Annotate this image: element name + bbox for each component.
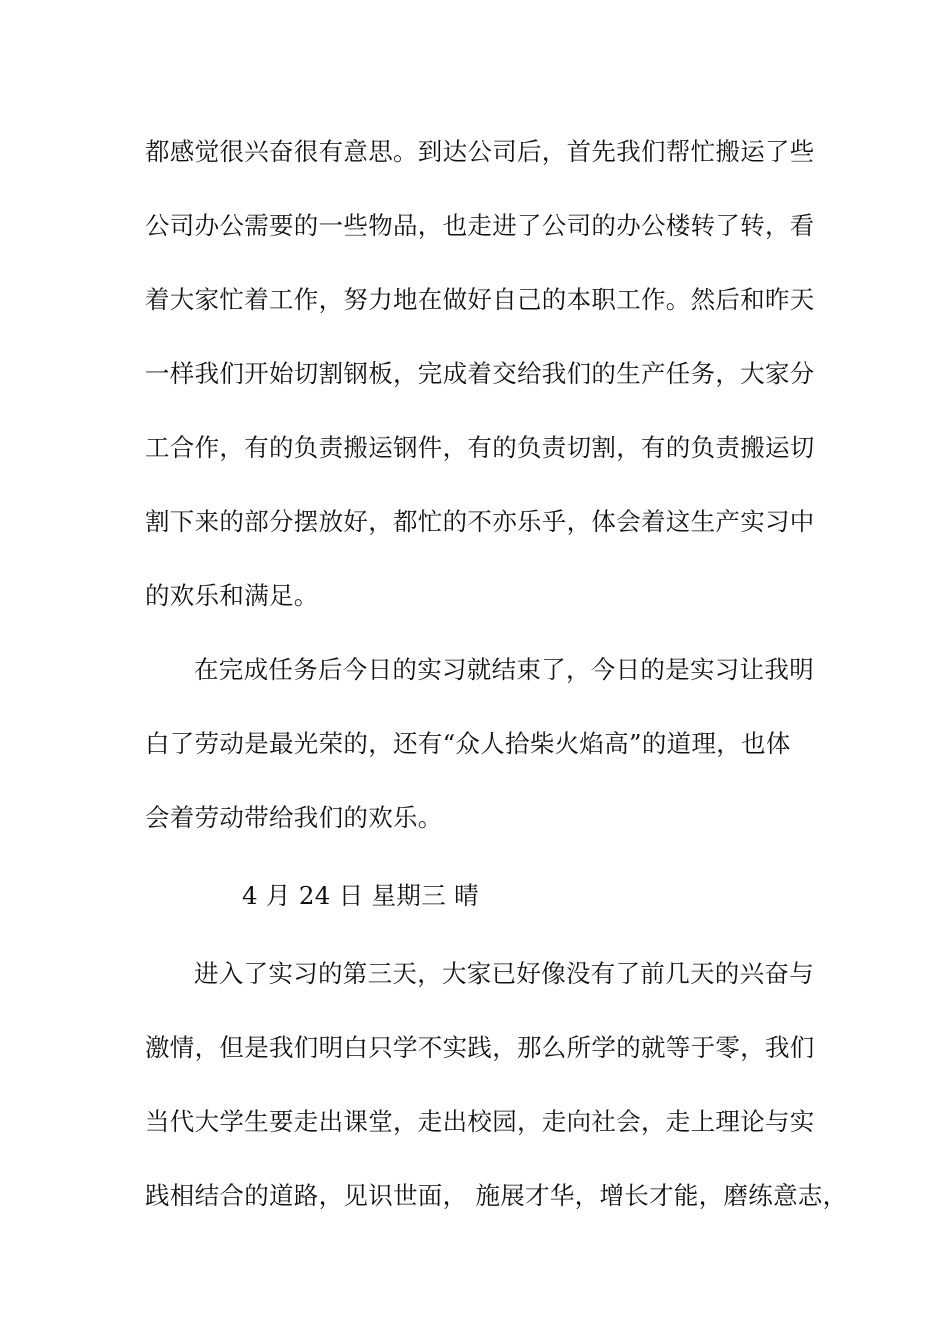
paragraph-line: 割下来的部分摆放好，都忙的不亦乐乎，体会着这生产实习中 bbox=[145, 507, 815, 536]
paragraph-line: 公司办公需要的一些物品，也走进了公司的办公楼转了转，看 bbox=[145, 211, 815, 240]
paragraph-line: 一样我们开始切割钢板，完成着交给我们的生产任务，大家分 bbox=[145, 359, 815, 388]
paragraph-line: 会着劳动带给我们的欢乐。 bbox=[145, 803, 443, 832]
paragraph-line: 当代大学生要走出课堂，走出校园，走向社会，走上理论与实 bbox=[145, 1107, 815, 1136]
date-heading: 4 月 24 日 星期三 晴 bbox=[242, 881, 479, 910]
paragraph-line: 着大家忙着工作，努力地在做好自己的本职工作。然后和昨天 bbox=[145, 285, 815, 314]
paragraph-line: 的欢乐和满足。 bbox=[145, 581, 319, 610]
paragraph-line: 工合作，有的负责搬运钢件，有的负责切割，有的负责搬运切 bbox=[145, 433, 815, 462]
paragraph-line: 都感觉很兴奋很有意思。到达公司后，首先我们帮忙搬运了些 bbox=[145, 137, 815, 166]
paragraph-line: 在完成任务后今日的实习就结束了，今日的是实习让我明 bbox=[194, 655, 814, 684]
paragraph-line: 进入了实习的第三天，大家已好像没有了前几天的兴奋与 bbox=[194, 959, 814, 988]
paragraph-line: 践相结合的道路，见识世面， 施展才华，增长才能，磨练意志， bbox=[145, 1181, 848, 1210]
paragraph-line: 白了劳动是最光荣的，还有“众人拾柴火焰高”的道理，也体 bbox=[145, 729, 791, 758]
paragraph-line: 激情，但是我们明白只学不实践，那么所学的就等于零，我们 bbox=[145, 1033, 815, 1062]
